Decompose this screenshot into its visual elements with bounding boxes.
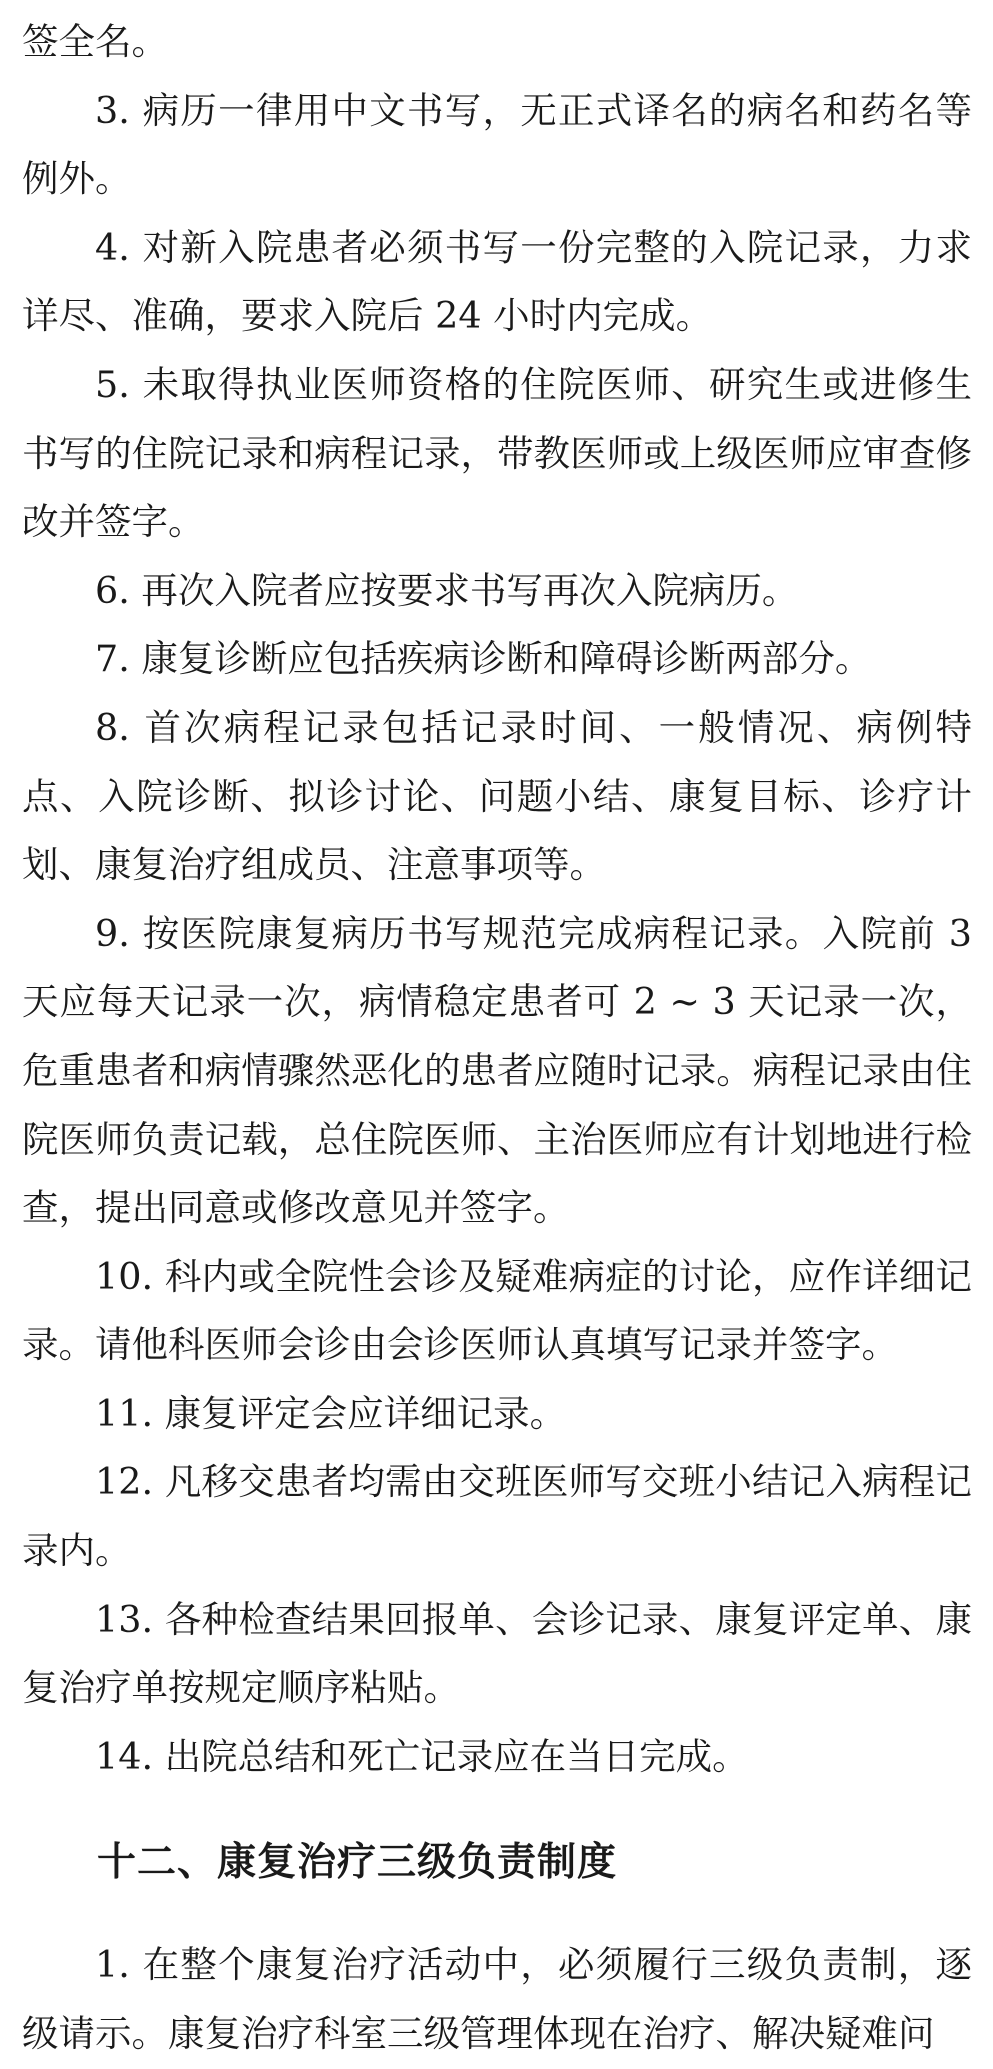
paragraph-item-11: 11. 康复评定会应详细记录。 <box>95 1391 567 1435</box>
paragraph-item-8: 8. 首次病程记录包括记录时间、一般情况、病例特点、入院诊断、拟诊讨论、问题小结、康复目标、诊疗计划、康复治疗组成员、注意事项等。 <box>22 705 972 887</box>
paragraph-item-12: 12. 凡移交患者均需由交班医师写交班小结记入病程记录内。 <box>22 1460 972 1573</box>
paragraph-item-10: 10. 科内或全院性会诊及疑难病症的讨论，应作详细记录。请他科医师会诊由会诊医师认真填写记录并签字。 <box>22 1254 972 1367</box>
paragraph-item-6: 6. 再次入院者应按要求书写再次入院病历。 <box>95 568 799 612</box>
paragraph-item-4: 4. 对新入院患者必须书写一份完整的入院记录，力求详尽、准确，要求入院后 24 小时内完成。 <box>22 225 972 338</box>
section-heading: 十二、康复治疗三级负责制度 <box>97 1840 618 1886</box>
paragraph-continuation: 签全名。 <box>22 20 168 63</box>
paragraph-item-14: 14. 出院总结和死亡记录应在当日完成。 <box>95 1734 749 1778</box>
paragraph-item-7: 7. 康复诊断应包括疾病诊断和障碍诊断两部分。 <box>95 637 872 681</box>
paragraph-item-5: 5. 未取得执业医师资格的住院医师、研究生或进修生书写的住院记录和病程记录，带教医师或上级医师应审查修改并签字。 <box>22 362 972 544</box>
paragraph-item-3: 3. 病历一律用中文书写，无正式译名的病名和药名等例外。 <box>22 88 972 201</box>
paragraph-item-13: 13. 各种检查结果回报单、会诊记录、康复评定单、康复治疗单按规定顺序粘贴。 <box>22 1597 972 1710</box>
paragraph-section-item-1: 1. 在整个康复治疗活动中，必须履行三级负责制，逐级请示。康复治疗科室三级管理体现在治疗、解决疑难问 <box>22 1943 972 2056</box>
document-page <box>22 8 972 2069</box>
paragraph-item-9: 9. 按医院康复病历书写规范完成病程记录。入院前 3 天应每天记录一次，病情稳定患者可 2 ~ 3 天记录一次，危重患者和病情骤然恶化的患者应随时记录。病程记录由住院医师负责记载，总住院医师、主治医师应有计划地进行检查，提出同意或修改意见并签字。 <box>22 911 972 1230</box>
